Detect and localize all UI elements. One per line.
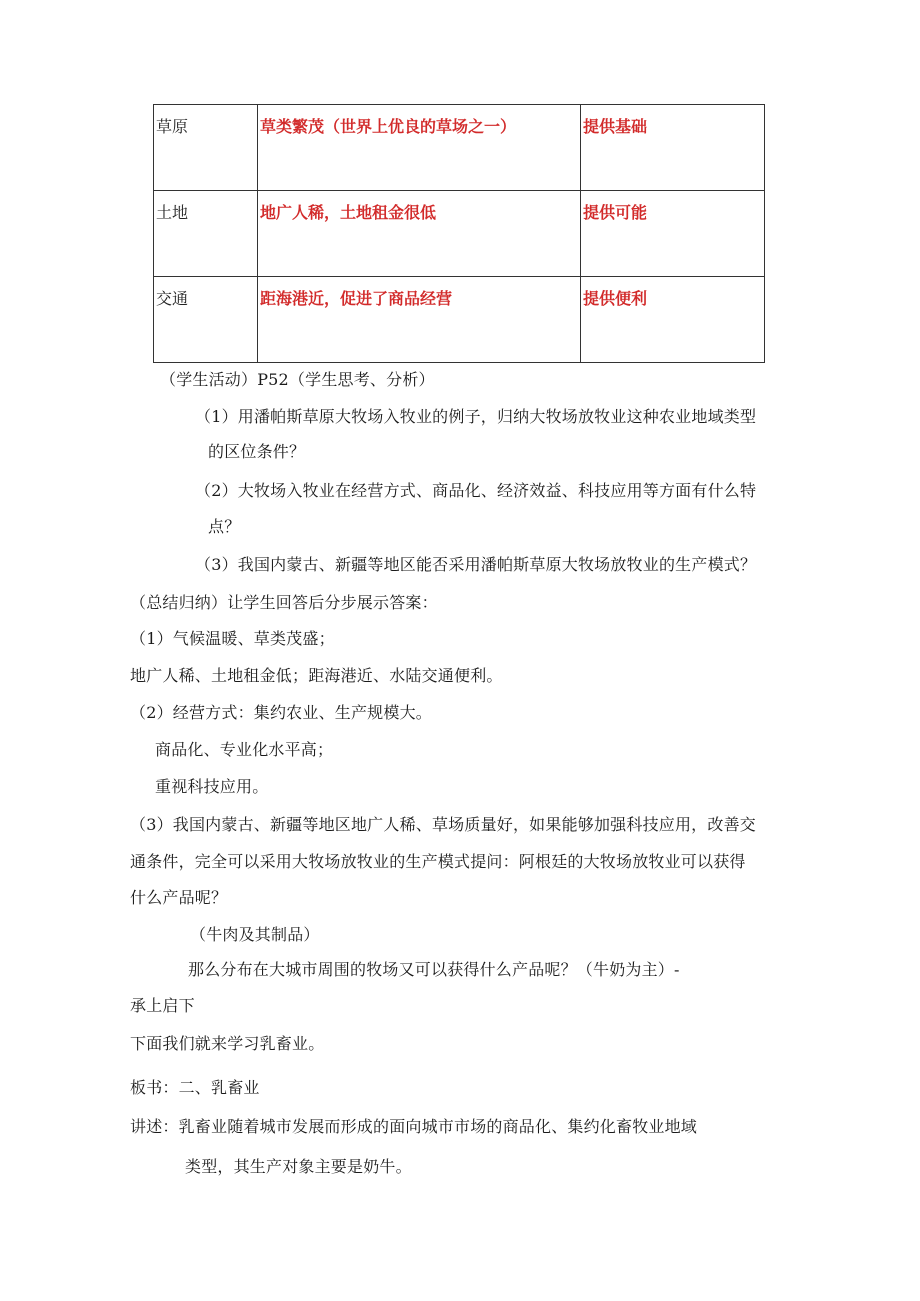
effect-cell: 提供便利 bbox=[581, 277, 765, 363]
table-row bbox=[154, 191, 765, 277]
condition-cell: 地广人稀，土地租金很低 bbox=[258, 191, 581, 277]
lecture-line-2: 类型，其生产对象主要是奶牛。 bbox=[185, 1157, 412, 1176]
table-row bbox=[154, 277, 765, 363]
answer-3-line-2: 通条件，完全可以采用大牧场放牧业的生产模式提问：阿根廷的大牧场放牧业可以获得 bbox=[130, 852, 746, 871]
beef-answer: （牛肉及其制品） bbox=[190, 925, 320, 944]
answer-2-line-1: （2）经营方式：集约农业、生产规模大。 bbox=[130, 703, 432, 722]
effect-cell: 提供基础 bbox=[581, 105, 765, 191]
milk-question: 那么分布在大城市周围的牧场又可以获得什么产品呢？（牛奶为主）- bbox=[188, 960, 680, 979]
factor-cell: 土地 bbox=[154, 191, 258, 277]
location-factors-table bbox=[153, 104, 765, 363]
condition-cell: 距海港近，促进了商品经营 bbox=[258, 277, 581, 363]
answer-1-line-2: 地广人稀、土地租金低；距海港近、水陆交通便利。 bbox=[130, 666, 503, 685]
answer-2-line-3: 重视科技应用。 bbox=[155, 777, 269, 796]
question-2-line-2: 点？ bbox=[208, 517, 241, 536]
lecture-line-1: 讲述：乳畜业随着城市发展而形成的面向城市市场的商品化、集约化畜牧业地域 bbox=[130, 1117, 698, 1136]
question-3: （3）我国内蒙古、新疆等地区能否采用潘帕斯草原大牧场放牧业的生产模式？ bbox=[195, 555, 757, 574]
effect-cell: 提供可能 bbox=[581, 191, 765, 277]
question-2-line-1: （2）大牧场入牧业在经营方式、商品化、经济效益、科技应用等方面有什么特 bbox=[195, 481, 757, 500]
board-heading: 板书：二、乳畜业 bbox=[130, 1078, 260, 1097]
activity-heading: （学生活动）P52（学生思考、分析） bbox=[160, 370, 435, 389]
answer-1-line-1: （1）气候温暖、草类茂盛； bbox=[130, 629, 335, 648]
transition-text: 承上启下 bbox=[130, 996, 195, 1015]
summary-heading: （总结归纳）让学生回答后分步展示答案： bbox=[130, 593, 438, 612]
question-1-line-2: 的区位条件？ bbox=[208, 442, 306, 461]
answer-2-line-2: 商品化、专业化水平高； bbox=[155, 740, 334, 759]
table-row bbox=[154, 105, 765, 191]
answer-3-line-1: （3）我国内蒙古、新疆等地区地广人稀、草场质量好，如果能够加强科技应用，改善交 bbox=[130, 815, 756, 834]
next-topic-text: 下面我们就来学习乳畜业。 bbox=[130, 1034, 325, 1053]
factor-cell: 交通 bbox=[154, 277, 258, 363]
answer-3-line-3: 什么产品呢？ bbox=[130, 888, 228, 907]
question-1-line-1: （1）用潘帕斯草原大牧场入牧业的例子，归纳大牧场放牧业这种农业地域类型 bbox=[195, 407, 757, 426]
factor-cell: 草原 bbox=[154, 105, 258, 191]
condition-cell: 草类繁茂（世界上优良的草场之一） bbox=[258, 105, 581, 191]
